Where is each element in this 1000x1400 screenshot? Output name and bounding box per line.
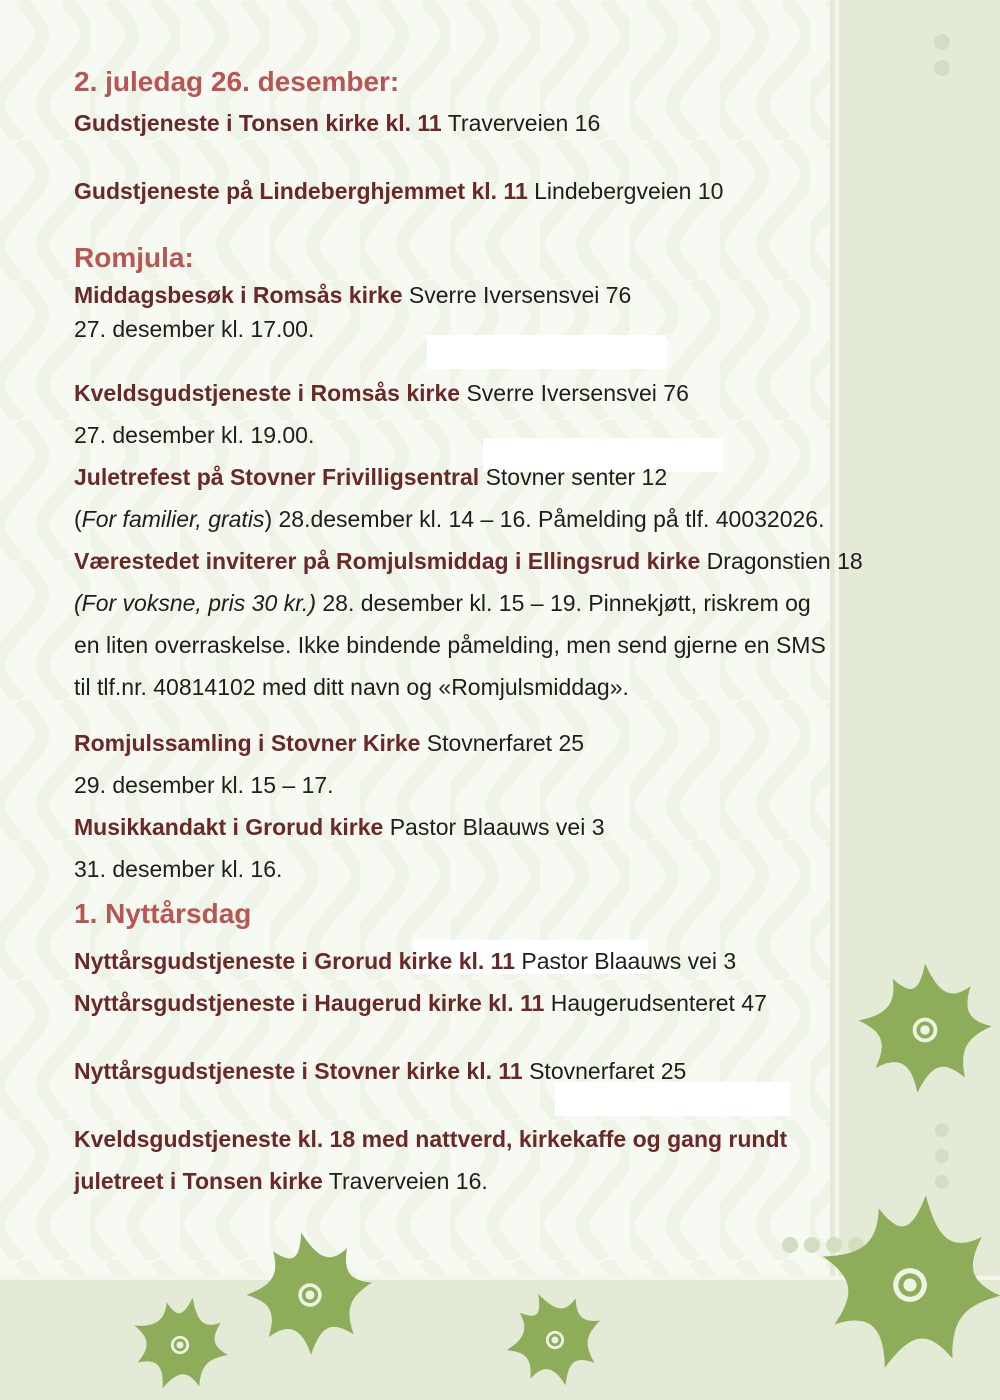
event-line: [74, 722, 944, 764]
event-line: [74, 806, 944, 848]
event-address: Pastor Blaauws vei 3: [515, 948, 737, 974]
event-title: Nyttårsgudstjeneste i Stovner kirke kl. 11: [74, 1058, 523, 1084]
event-title: Romjulssamling i Stovner Kirke: [74, 730, 421, 756]
event-address: Stovnerfaret 25: [420, 730, 585, 756]
event-time: 27. desember kl. 19.00.: [74, 422, 315, 448]
event-address: Sverre Iversensvei 76: [402, 282, 632, 308]
event-details: (For familier, gratis) 28.desember kl. 14 – 16. Påmelding på tlf. 40032026.: [74, 506, 825, 532]
church-program: [74, 62, 944, 1202]
event-title: Middagsbesøk i Romsås kirke: [74, 282, 403, 308]
event-line: [74, 1118, 944, 1160]
event-details: en liten overraskelse. Ikke bindende påmelding, men send gjerne en SMS: [74, 632, 826, 658]
event-details: til tlf.nr. 40814102 med ditt navn og «Romjulsmiddag».: [74, 674, 629, 700]
event-note: (For voksne, pris 30 kr.): [74, 590, 316, 616]
event-time: 31. desember kl. 16.: [74, 856, 283, 882]
event-line: [74, 372, 944, 414]
event-line: [74, 456, 944, 498]
event-address: Traverveien 16.: [322, 1168, 488, 1194]
event-address: Lindebergveien 10: [527, 178, 724, 204]
event-address: Pastor Blaauws vei 3: [383, 814, 605, 840]
event-time: 29. desember kl. 15 – 17.: [74, 772, 334, 798]
event-address: Sverre Iversensvei 76: [460, 380, 689, 406]
event-address: Stovner senter 12: [479, 464, 668, 490]
heading-new-year: 1. Nyttårsdag: [74, 898, 252, 929]
event-title: Kveldsgudstjeneste kl. 18 med nattverd, kirkekaffe og gang rundt: [74, 1126, 788, 1152]
event-line: [74, 278, 944, 312]
event-details: (For voksne, pris 30 kr.) 28. desember kl. 15 – 19. Pinnekjøtt, riskrem og: [74, 590, 811, 616]
event-title: Værestedet inviterer på Romjulsmiddag i Ellingsrud kirke: [74, 548, 701, 574]
event-title: Nyttårsgudstjeneste i Haugerud kirke kl. 11: [74, 990, 545, 1016]
event-title: Kveldsgudstjeneste i Romsås kirke: [74, 380, 461, 406]
event-time: 27. desember kl. 17.00.: [74, 316, 315, 342]
event-address: Haugerudsenteret 47: [544, 990, 767, 1016]
event-title: Musikkandakt i Grorud kirke: [74, 814, 384, 840]
event-line: [74, 940, 944, 982]
event-line: [74, 540, 944, 582]
event-line: [74, 1160, 944, 1202]
heading-boxing-day: 2. juledag 26. desember:: [74, 66, 400, 97]
event-title: Gudstjeneste på Lindeberghjemmet kl. 11: [74, 178, 528, 204]
event-line: [74, 102, 944, 144]
heading-romjula: Romjula:: [74, 242, 194, 273]
event-title: juletreet i Tonsen kirke: [74, 1168, 323, 1194]
event-address: Stovnerfaret 25: [522, 1058, 687, 1084]
event-note: For familier, gratis: [81, 506, 265, 532]
event-line: [74, 982, 944, 1024]
event-address: Dragonstien 18: [700, 548, 863, 574]
event-title: Gudstjeneste i Tonsen kirke kl. 11: [74, 110, 442, 136]
event-line: [74, 1050, 944, 1092]
event-title: Juletrefest på Stovner Frivilligsentral: [74, 464, 480, 490]
event-title: Nyttårsgudstjeneste i Grorud kirke kl. 11: [74, 948, 515, 974]
event-line: [74, 170, 944, 212]
event-address: Traverveien 16: [441, 110, 601, 136]
